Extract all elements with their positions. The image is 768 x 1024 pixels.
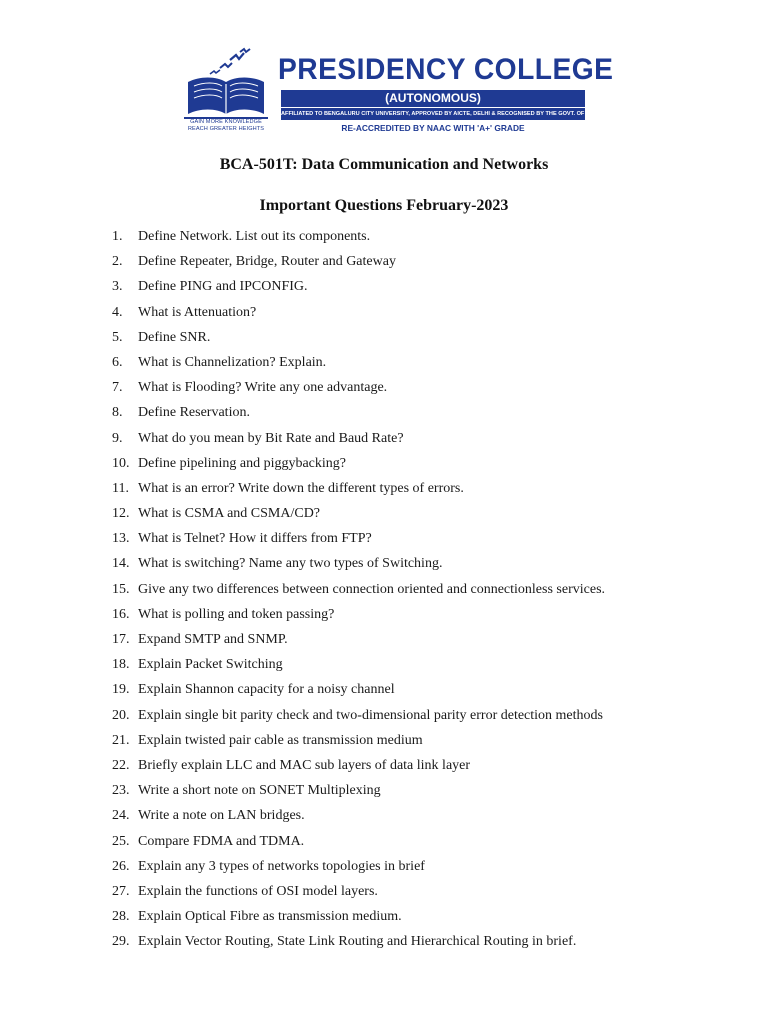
question-text: Define Network. List out its components. (138, 229, 371, 244)
question-text: What is Telnet? How it differs from FTP? (138, 531, 372, 547)
question-item (112, 907, 732, 932)
question-text: Define PING and IPCONFIG. (138, 279, 308, 295)
question-item (112, 554, 732, 579)
question-item (112, 932, 732, 957)
question-item (112, 252, 732, 277)
question-item (112, 403, 732, 428)
question-number: 9. (112, 430, 123, 446)
question-text: What do you mean by Bit Rate and Baud Rate? (138, 430, 404, 446)
question-text: Write a note on LAN bridges. (138, 808, 305, 824)
question-text: Compare FDMA and TDMA. (138, 833, 305, 849)
question-item (112, 479, 732, 504)
question-number: 17. (112, 632, 130, 647)
question-text: Explain Vector Routing, State Link Routing and Hierarchical Routing in brief. (138, 934, 577, 950)
question-text: Explain the functions of OSI model layers. (138, 883, 378, 899)
question-text: What is polling and token passing? (138, 606, 335, 622)
college-header (180, 46, 621, 146)
question-text: Define Reservation. (138, 405, 250, 421)
question-text: Explain twisted pair cable as transmission medium (138, 732, 423, 748)
question-number: 8. (112, 405, 123, 421)
question-number: 12. (112, 506, 130, 522)
question-number: 19. (112, 682, 130, 698)
question-number: 16. (112, 606, 130, 622)
question-item (112, 454, 732, 479)
question-number: 27. (112, 883, 130, 899)
question-number: 1. (112, 229, 123, 244)
question-item (112, 328, 732, 353)
question-item (112, 706, 732, 731)
question-number: 29. (112, 934, 130, 950)
question-number: 2. (112, 254, 123, 270)
question-item (112, 580, 732, 605)
question-text: Briefly explain LLC and MAC sub layers of data link layer (138, 757, 471, 773)
question-item (112, 756, 732, 781)
question-text: What is Channelization? Explain. (138, 354, 327, 370)
question-item (112, 655, 732, 680)
question-text: What is switching? Name any two types of Switching. (138, 556, 443, 572)
question-item (112, 832, 732, 857)
question-number: 6. (112, 354, 123, 370)
question-number: 21. (112, 732, 130, 748)
question-item (112, 429, 732, 454)
question-item (112, 882, 732, 907)
question-item (112, 731, 732, 756)
question-number: 3. (112, 279, 123, 295)
question-text: Explain Packet Switching (138, 657, 283, 673)
college-name: PRESIDENCY COLLEGE (278, 53, 614, 86)
question-text: What is an error? Write down the different types of errors. (138, 480, 464, 496)
question-number: 15. (112, 581, 130, 597)
question-text: Define pipelining and piggybacking? (138, 455, 346, 471)
question-text: Define Repeater, Bridge, Router and Gateway (138, 254, 396, 270)
document-subtitle: Important Questions February-2023 (259, 197, 509, 214)
question-item (112, 353, 732, 378)
question-item (112, 303, 732, 328)
question-number: 20. (112, 707, 130, 723)
question-text: Write a short note on SONET Multiplexing (138, 783, 381, 799)
question-text: What is Attenuation? (138, 304, 257, 320)
question-number: 7. (112, 380, 123, 396)
question-number: 24. (112, 808, 130, 824)
question-item (112, 781, 732, 806)
question-number: 28. (112, 909, 130, 925)
question-text: Explain any 3 types of networks topologies in brief (138, 858, 425, 874)
question-text: Explain Shannon capacity for a noisy channel (138, 682, 395, 698)
question-item (112, 277, 732, 302)
question-item (112, 605, 732, 630)
question-number: 11. (112, 480, 129, 496)
college-motto: GAIN MORE KNOWLEDGE REACH GREATER HEIGHTS (187, 119, 265, 132)
question-text: What is CSMA and CSMA/CD? (138, 506, 321, 522)
question-number: 18. (112, 657, 130, 673)
question-number: 26. (112, 858, 130, 874)
question-item (112, 680, 732, 705)
question-item (112, 378, 732, 403)
question-item (112, 529, 732, 554)
question-text: Explain Optical Fibre as transmission medium. (138, 909, 402, 925)
question-number: 13. (112, 531, 130, 547)
question-number: 25. (112, 833, 130, 849)
question-text: Expand SMTP and SNMP. (138, 632, 288, 647)
question-number: 14. (112, 556, 130, 572)
question-number: 5. (112, 329, 123, 345)
question-text: Define SNR. (138, 329, 211, 345)
affiliation-line: AFFILIATED TO BENGALURU CITY UNIVERSITY, APPROVED BY AICTE, DELHI & RECOGNISED BY THE GOVT. OF KARNATAKA (281, 108, 585, 120)
question-number: 23. (112, 783, 130, 799)
question-text: Give any two differences between connection oriented and connectionless services. (138, 581, 606, 597)
course-title: BCA-501T: Data Communication and Networks (219, 156, 549, 173)
question-number: 22. (112, 757, 130, 773)
question-text: What is Flooding? Write any one advantage. (138, 380, 388, 396)
question-item (112, 504, 732, 529)
question-item (112, 227, 732, 252)
question-number: 10. (112, 455, 130, 471)
question-item (112, 857, 732, 882)
question-item (112, 630, 732, 655)
question-list (112, 227, 732, 957)
accreditation-line: RE-ACCREDITED BY NAAC WITH 'A+' GRADE (341, 123, 525, 133)
question-number: 4. (112, 304, 123, 320)
question-item (112, 806, 732, 831)
question-text: Explain single bit parity check and two-dimensional parity error detection methods (138, 707, 603, 723)
autonomous-banner: (AUTONOMOUS) (281, 90, 585, 107)
